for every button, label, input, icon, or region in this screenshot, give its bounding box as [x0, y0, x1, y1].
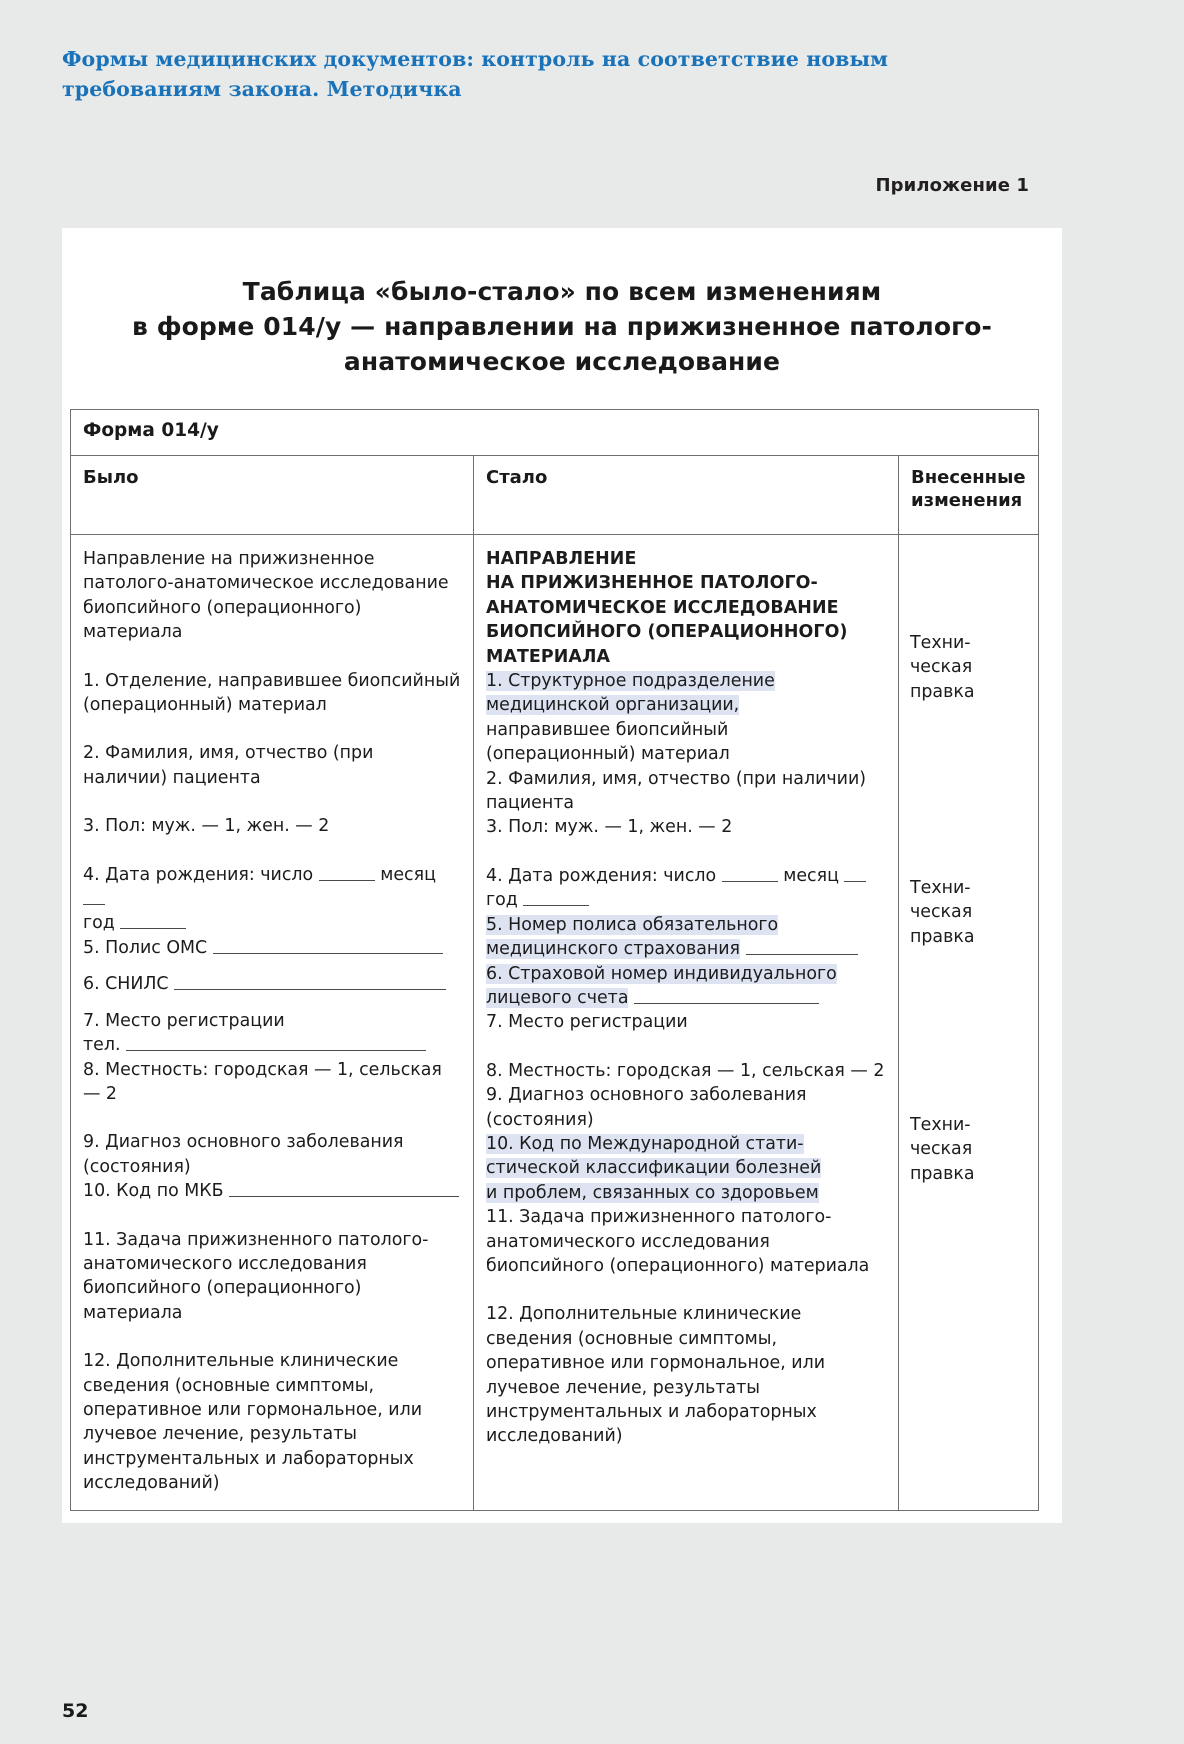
now-item-10-highlight-line-1: 10. Код по Международной стати-	[486, 1133, 804, 1154]
spacer	[83, 997, 461, 1009]
now-item-4-part-a: 4. Дата рождения: число	[486, 865, 717, 886]
spacer	[486, 1035, 886, 1059]
spacer	[83, 960, 461, 972]
now-item-8: 8. Местность: городская — 1, сельская — 2	[486, 1060, 885, 1081]
was-item-5-label: 5. Полис ОМС	[83, 937, 208, 958]
page-number: 52	[62, 1700, 89, 1722]
cell-now-content	[474, 535, 899, 1511]
now-item-9: 9. Диагноз основного заболевания (состояния)	[486, 1085, 807, 1130]
was-item-4-part-b: месяц	[380, 864, 436, 885]
page-title-line-1: Таблица «было-стало» по всем изменениям	[242, 277, 882, 306]
spacer	[83, 1325, 461, 1349]
running-header-line-2: требованиям закона. Методичка	[62, 77, 462, 101]
change-entry-3-line-1: Техни-	[910, 1115, 971, 1135]
now-item-1-highlight-line-1: 1. Структурное подразделение	[486, 671, 775, 692]
change-entry-2-line-2: ческая	[910, 902, 973, 923]
now-item-5-highlight-line-2: медицинского страхования	[486, 939, 741, 960]
now-heading-line-5: МАТЕРИАЛА	[486, 646, 611, 667]
spacer	[83, 645, 461, 669]
comparison-table	[70, 409, 1039, 1511]
was-item-4-part-c: год	[83, 913, 115, 934]
column-header-now: Стало	[474, 456, 899, 535]
table-row-column-headers	[71, 456, 1039, 535]
fill-line-snils	[174, 974, 446, 990]
now-item-7: 7. Место регистрации	[486, 1012, 688, 1033]
was-item-6-label: 6. СНИЛС	[83, 974, 169, 995]
running-header	[62, 44, 1062, 104]
was-item-7	[83, 1009, 461, 1058]
now-item-4	[486, 864, 886, 913]
now-item-10-highlight-line-3: и проблем, связанных со здоровьем	[486, 1182, 819, 1203]
now-item-5-highlight-line-1: 5. Номер полиса обязательного	[486, 914, 779, 935]
fill-line-day	[319, 865, 375, 881]
was-item-5	[83, 936, 461, 960]
form-number-header: Форма 014/у	[71, 410, 1039, 456]
change-entry-3-line-3: правка	[910, 1163, 975, 1184]
comparison-table-wrapper	[70, 409, 1054, 1511]
column-header-changes-line-2: изменения	[911, 490, 1023, 511]
change-entry-1-line-2: ческая	[910, 657, 973, 678]
was-item-10	[83, 1179, 461, 1203]
was-item-9: 9. Диагноз основного заболевания (состояния)	[83, 1132, 404, 1177]
spacer	[83, 839, 461, 863]
was-item-10-label: 10. Код по МКБ	[83, 1181, 224, 1202]
now-item-1-rest-line-1: направившее биопсийный	[486, 719, 729, 740]
spacer	[486, 840, 886, 864]
cell-changes-content	[899, 535, 1039, 1511]
now-item-1	[486, 669, 886, 767]
was-item-7-label: 7. Место регистрации	[83, 1010, 285, 1031]
cell-was-content	[71, 535, 474, 1511]
fill-line-oms	[746, 939, 858, 955]
now-item-2: 2. Фамилия, имя, отчество (при наличии) пациента	[486, 768, 867, 814]
was-item-3: 3. Пол: муж. — 1, жен. — 2	[83, 816, 330, 837]
change-entry-2-line-1: Техни-	[910, 878, 971, 898]
column-header-changes-line-1: Внесенные	[911, 467, 1026, 488]
fill-line-mkb	[229, 1181, 459, 1197]
now-heading-line-3: АНАТОМИЧЕСКОЕ ИССЛЕДОВАНИЕ	[486, 597, 839, 618]
spacer	[83, 717, 461, 741]
column-header-changes	[899, 456, 1039, 535]
change-entry-1-line-1: Техни-	[910, 633, 971, 653]
change-entry-3	[910, 1113, 1030, 1186]
now-heading-line-4: БИОПСИЙНОГО (ОПЕРАЦИОННОГО)	[486, 622, 848, 643]
page-title-line-2: в форме 014/у — направлении на прижизненное патолого-	[131, 312, 993, 341]
spacer	[83, 790, 461, 814]
was-item-2: 2. Фамилия, имя, отчество (при наличии) пациента	[83, 743, 374, 788]
page-sheet	[62, 228, 1062, 1523]
change-entry-1-line-3: правка	[910, 681, 975, 702]
table-row-form-header	[71, 410, 1039, 456]
table-row-body	[71, 535, 1039, 1511]
was-item-7-tel: тел.	[83, 1035, 121, 1056]
now-item-5	[486, 913, 886, 962]
spacer	[486, 1278, 886, 1302]
now-item-6-highlight-line-2: лицевого счета	[486, 987, 629, 1008]
now-heading-line-1: НАПРАВЛЕНИЕ	[486, 549, 637, 569]
now-heading-line-2: НА ПРИЖИЗНЕННОЕ ПАТОЛОГО-	[486, 573, 818, 594]
column-header-was: Было	[71, 456, 474, 535]
fill-line-year	[523, 890, 589, 906]
spacer	[83, 1106, 461, 1130]
was-intro: Направление на прижизненное патолого-анатомическое исследование биопсийного (операционного) материала	[83, 549, 449, 643]
now-item-1-rest-line-2: (операционный) материал	[486, 744, 730, 765]
now-item-6-highlight-line-1: 6. Страховой номер индивидуального	[486, 963, 837, 984]
was-item-8: 8. Местность: городская — 1, сельская — 2	[83, 1059, 442, 1104]
fill-line-oms	[213, 938, 443, 954]
page-title-line-3: анатомическое исследование	[343, 347, 781, 376]
now-item-6	[486, 962, 886, 1011]
page-title	[62, 274, 1062, 379]
was-item-11: 11. Задача прижизненного патолого-анатомического исследования биопсийного (операционного) материала	[83, 1229, 429, 1323]
fill-line-snils	[634, 988, 819, 1004]
was-item-6	[83, 972, 461, 996]
change-entry-1	[910, 631, 1030, 704]
change-entry-3-line-2: ческая	[910, 1139, 973, 1160]
was-item-4	[83, 863, 461, 936]
change-entry-2-line-3: правка	[910, 926, 975, 947]
was-item-12: 12. Дополнительные клинические сведения (основные симптомы, оперативное или гормональное, или лучевое лечение, результаты инструментальных и лабораторных исследований)	[83, 1351, 423, 1494]
now-item-3: 3. Пол: муж. — 1, жен. — 2	[486, 817, 733, 838]
fill-line-month	[83, 889, 105, 905]
now-item-4-part-b: месяц	[783, 865, 839, 886]
now-item-12: 12. Дополнительные клинические сведения (основные симптомы, оперативное или гормональное, или лучевое лечение, результаты инструментальных и лабораторных исследований)	[486, 1304, 826, 1447]
was-item-1: 1. Отделение, направившее биопсийный (операционный) материал	[83, 670, 461, 716]
spacer	[83, 1204, 461, 1228]
fill-line-month	[844, 866, 866, 882]
now-item-1-highlight-line-2: медицинской организации,	[486, 695, 740, 716]
was-item-4-part-a: 4. Дата рождения: число	[83, 864, 314, 885]
appendix-label: Приложение 1	[875, 175, 1029, 196]
change-entry-2	[910, 876, 1030, 949]
fill-line-day	[722, 866, 778, 882]
now-item-10	[486, 1132, 886, 1205]
now-heading	[486, 547, 886, 669]
fill-line-year	[120, 913, 186, 929]
running-header-line-1: Формы медицинских документов: контроль на соответствие новым	[62, 47, 889, 71]
now-item-11: 11. Задача прижизненного патолого-анатомического исследования биопсийного (операционного) материала	[486, 1207, 870, 1276]
now-item-4-part-c: год	[486, 890, 518, 911]
fill-line-tel	[126, 1035, 426, 1051]
now-item-10-highlight-line-2: стической классификации болезней	[486, 1158, 822, 1179]
